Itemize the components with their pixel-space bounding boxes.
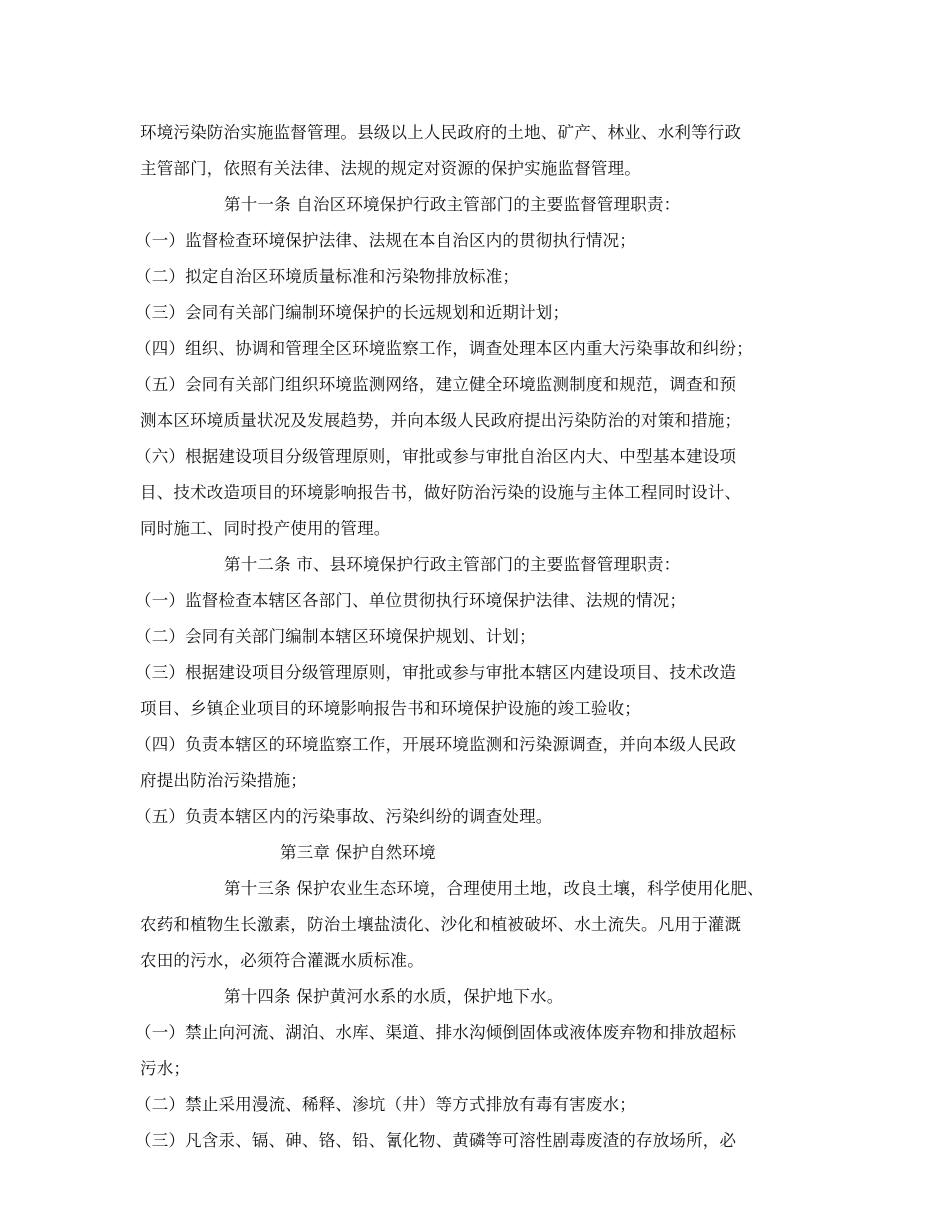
list-item: （二）拟定自治区环境质量标准和污染物排放标准； [135,267,520,286]
article-heading-11: 第十一条 自治区环境保护行政主管部门的主要监督管理职责： [224,195,681,214]
body-text-line: 目、技术改造项目的环境影响报告书，做好防治污染的设施与主体工程同时设计、 [140,483,742,502]
list-item: （三）凡含汞、镉、砷、铬、铅、氰化物、黄磷等可溶性剧毒废渣的存放场所，必 [135,1131,737,1150]
list-item: （一）禁止向河流、湖泊、水库、渠道、排水沟倾倒固体或液体废弃物和排放超标 [135,1023,737,1042]
list-item: （二）禁止采用漫流、稀释、渗坑（井）等方式排放有毒有害废水； [135,1095,636,1114]
list-item: （五）会同有关部门组织环境监测网络，建立健全环境监测制度和规范，调查和预 [135,375,737,394]
body-text-line: 主管部门，依照有关法律、法规的规定对资源的保护实施监督管理。 [140,159,641,178]
chapter-heading-3: 第三章 保护自然环境 [280,843,436,862]
list-item: （六）根据建设项目分级管理原则，审批或参与审批自治区内大、中型基本建设项 [135,447,737,466]
body-text-line: 项目、乡镇企业项目的环境影响报告书和环境保护设施的竣工验收； [140,699,641,718]
list-item: （一）监督检查环境保护法律、法规在本自治区内的贯彻执行情况； [135,231,636,250]
list-item: （五）负责本辖区内的污染事故、污染纠纷的调查处理。 [135,807,553,826]
article-heading-12: 第十二条 市、县环境保护行政主管部门的主要监督管理职责： [224,555,681,574]
list-item: （四）负责本辖区的环境监察工作，开展环境监测和污染源调查，并向本级人民政 [135,735,737,754]
body-text-line: 污水； [140,1059,191,1078]
body-text-line: 农药和植物生长激素，防治土壤盐渍化、沙化和植被破坏、水土流失。凡用于灌溉 [140,915,742,934]
list-item: （三）根据建设项目分级管理原则，审批或参与审批本辖区内建设项目、技术改造 [135,663,737,682]
article-heading-14: 第十四条 保护黄河水系的水质，保护地下水。 [224,987,564,1006]
body-text-line: 测本区环境质量状况及发展趋势，并向本级人民政府提出污染防治的对策和措施； [140,411,742,430]
body-text-line: 同时施工、同时投产使用的管理。 [140,519,391,538]
body-text-line: 农田的污水，必须符合灌溉水质标准。 [140,951,424,970]
list-item: （二）会同有关部门编制本辖区环境保护规划、计划； [135,627,536,646]
body-text-line: 府提出防治污染措施； [140,771,307,790]
list-item: （一）监督检查本辖区各部门、单位贯彻执行环境保护法律、法规的情况； [135,591,687,610]
list-item: （三）会同有关部门编制环境保护的长远规划和近期计划； [135,303,570,322]
body-text-line: 环境污染防治实施监督管理。县级以上人民政府的土地、矿产、林业、水利等行政 [140,123,742,142]
article-heading-13: 第十三条 保护农业生态环境，合理使用土地，改良土壤，科学使用化肥、 [224,879,764,898]
list-item: （四）组织、协调和管理全区环境监察工作，调查处理本区内重大污染事故和纠纷； [135,339,753,358]
document-body [135,115,830,1159]
